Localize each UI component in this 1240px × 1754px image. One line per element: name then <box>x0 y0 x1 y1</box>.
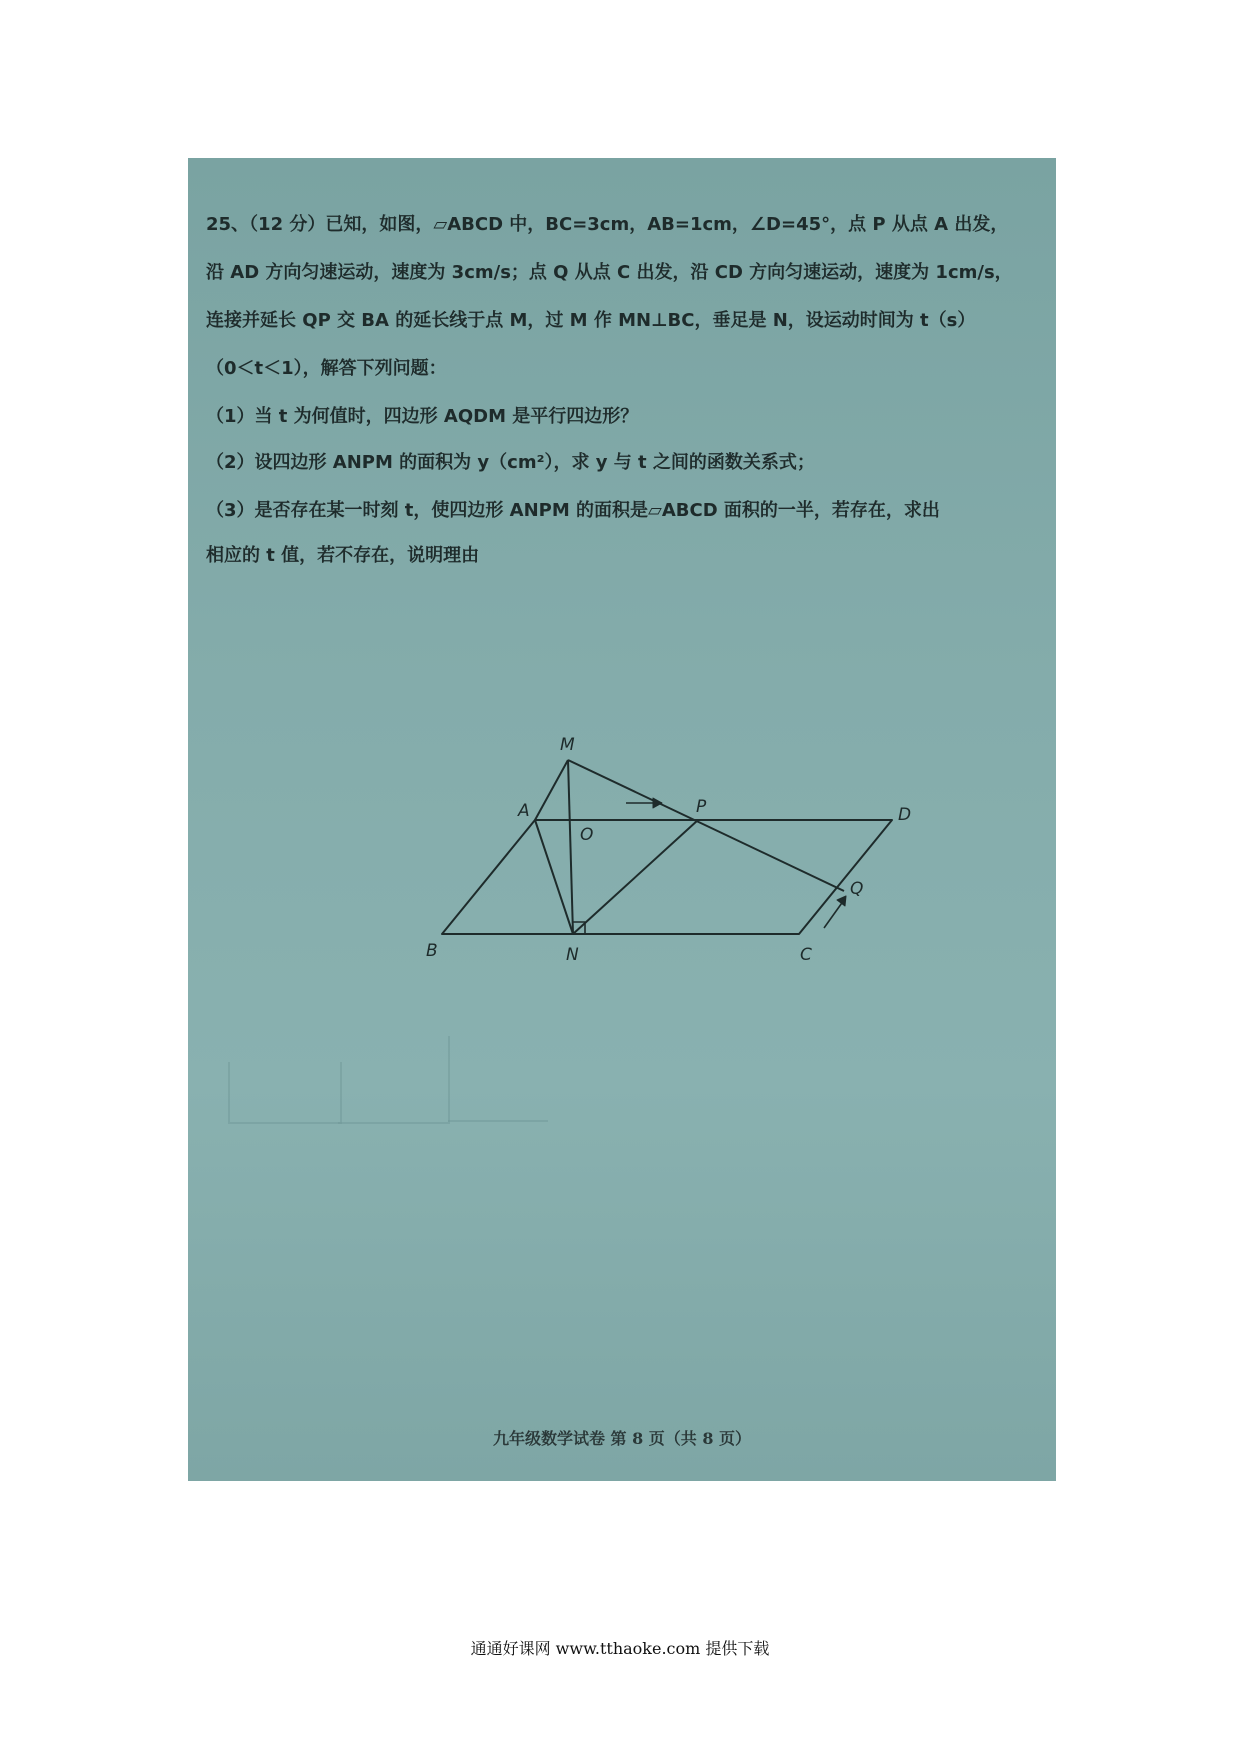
label-o: O <box>580 825 594 845</box>
label-n: N <box>566 945 579 965</box>
download-credit: 通通好课网 www.tthaoke.com 提供下载 <box>470 1639 770 1658</box>
label-c: C <box>800 945 812 965</box>
question-part-3: （3）是否存在某一时刻 t，使四边形 ANPM 的面积是▱ABCD 面积的一半，若存在，求出 <box>206 500 940 521</box>
segment-an <box>535 820 573 934</box>
bleed-through-baseline <box>448 1120 548 1122</box>
bleed-through-box-middle <box>338 1036 450 1124</box>
question-part-3-continued: 相应的 t 值，若不存在，说明理由 <box>206 545 480 566</box>
geometry-figure <box>426 578 1008 988</box>
scanned-exam-page <box>188 158 1056 1481</box>
label-q: Q <box>850 879 864 899</box>
question-line-4: （0＜t＜1），解答下列问题： <box>206 358 447 379</box>
label-a: A <box>518 801 530 821</box>
label-b: B <box>426 941 438 961</box>
arrow-p-head <box>653 798 662 808</box>
question-line-1: 25、（12 分）已知，如图，▱ABCD 中，BC=3cm，AB=1cm，∠D=45°，点 P 从点 A 出发， <box>206 214 1009 235</box>
label-m: M <box>560 735 575 755</box>
question-line-2: 沿 AD 方向匀速运动，速度为 3cm/s；点 Q 从点 C 出发，沿 CD 方向匀速运动，速度为 1cm/s， <box>206 262 1013 283</box>
segment-mq <box>568 760 844 891</box>
label-p: P <box>696 797 707 817</box>
label-d: D <box>898 805 912 825</box>
arrow-q-direction <box>824 900 844 928</box>
segment-mn <box>568 760 573 934</box>
parallelogram-abcd <box>442 820 892 934</box>
bleed-through-box-left <box>228 1062 342 1124</box>
question-part-1: （1）当 t 为何值时，四边形 AQDM 是平行四边形？ <box>206 406 639 427</box>
question-part-2: （2）设四边形 ANPM 的面积为 y（cm²），求 y 与 t 之间的函数关系式； <box>206 452 815 473</box>
page-footer: 九年级数学试卷 第 8 页（共 8 页） <box>492 1429 752 1448</box>
segment-ma <box>535 760 568 820</box>
question-line-3: 连接并延长 QP 交 BA 的延长线于点 M，过 M 作 MN⊥BC，垂足是 N，设运动时间为 t（s） <box>206 310 976 331</box>
